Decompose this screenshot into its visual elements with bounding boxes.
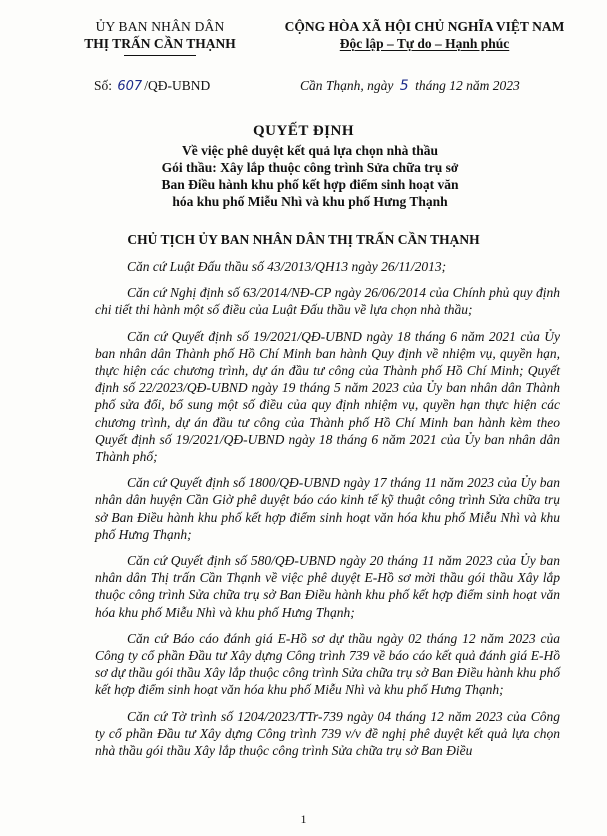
subject-line-2: Gói thầu: Xây lắp thuộc công trình Sửa chữa trụ sở Ban Điều hành khu phố kết hợp điểm sinh hoạt văn hóa khu phố Miễu Nhì và khu phố Hưng Thạnh [161, 160, 459, 209]
national-motto-block [252, 18, 597, 52]
legal-basis-paragraph: Căn cứ Báo cáo đánh giá E-Hồ sơ dự thầu ngày 02 tháng 12 năm 2023 của Công ty cổ phần Đầu tư Xây dựng Công trình 739 về báo cáo kết quả đánh giá E-Hồ sơ dự thầu gói thầu Xây lắp thuộc công trình Sửa chữa trụ sở Ban Điều hành khu phố kết hợp điểm sinh hoạt văn hóa khu phố Miễu Nhì và khu phố Hưng Thạnh; [95, 630, 560, 698]
legal-basis-paragraph: Căn cứ Tờ trình số 1204/2023/TTr-739 ngày 04 tháng 12 năm 2023 của Công ty cổ phần Đầu tư Xây dựng Công trình 739 v/v đề nghị phê duyệt kết quả lựa chọn nhà thầu gói thầu Xây lắp thuộc công trình Sửa chữa trụ sở Ban Điều [95, 708, 560, 759]
document-number-prefix: Số: [94, 78, 113, 93]
legal-basis-paragraph: Căn cứ Quyết định số 580/QĐ-UBND ngày 20 tháng 11 năm 2023 của Ủy ban nhân dân Thị trấn Cần Thạnh về việc phê duyệt E-Hồ sơ mời thầu gói thầu Xây lắp thuộc công trình Sửa chữa trụ sở Ban Điều hành khu phố kết hợp điểm sinh hoạt văn hóa khu phố Miễu Nhì và khu phố Hưng Thạnh; [95, 553, 560, 620]
authority-heading: CHỦ TỊCH ỦY BAN NHÂN DÂN THỊ TRẤN CẦN THẠNH [127, 232, 480, 247]
date-prefix: Cần Thạnh, ngày [300, 78, 394, 93]
issuing-authority-line1: ỦY BAN NHÂN DÂN [95, 19, 225, 34]
issuing-authority-line2: THỊ TRẤN CẦN THẠNH [84, 36, 236, 51]
subject-line-1: Về việc phê duyệt kết quả lựa chọn nhà thầu [181, 143, 438, 158]
date-day-handwritten: 5 [399, 78, 409, 94]
authority-underline [124, 55, 196, 56]
document-subject [150, 142, 470, 210]
place-date-line [300, 78, 520, 94]
document-title: QUYẾT ĐỊNH [253, 123, 354, 139]
date-suffix: tháng 12 năm 2023 [415, 78, 520, 93]
legal-basis-paragraph: Căn cứ Nghị định số 63/2014/NĐ-CP ngày 26/06/2014 của Chính phủ quy định chi tiết thi hành một số điều của Luật Đấu thầu về lựa chọn nhà thầu; [95, 285, 560, 318]
national-title: CỘNG HÒA XÃ HỘI CHỦ NGHĨA VIỆT NAM [284, 19, 565, 34]
legal-basis-paragraph: Căn cứ Quyết định số 1800/QĐ-UBND ngày 17 tháng 11 năm 2023 của Ủy ban nhân dân huyện Cần Giờ phê duyệt báo cáo kinh tế kỹ thuật công trình Sửa chữa trụ sở Ban Điều hành khu phố kết hợp điểm sinh hoạt văn hóa khu phố Miễu Nhì và khu phố Hưng Thạnh; [95, 475, 560, 542]
national-motto: Độc lập – Tự do – Hạnh phúc [339, 36, 510, 51]
document-number-suffix: /QĐ-UBND [144, 78, 211, 93]
document-number [94, 78, 210, 94]
document-body [95, 258, 560, 768]
page-number: 1 [300, 812, 307, 826]
legal-basis-paragraph: Căn cứ Quyết định số 19/2021/QĐ-UBND ngày 18 tháng 6 năm 2021 của Ủy ban nhân dân Thành phố Hồ Chí Minh ban hành Quy định về nhiệm vụ, quyền hạn, thực hiện các chương trình, dự án đầu tư công của Thành phố Hồ Chí Minh; Quyết định số 22/2023/QĐ-UBND ngày 19 tháng 5 năm 2023 của Ủy ban nhân dân Thành phố sửa đổi, bổ sung một số điều của quy định nhiệm vụ, quyền hạn thực hiện các chương trình, dự án đầu tư công của Thành phố Hồ Chí Minh ban hành kèm theo Quyết định số 19/2021/QĐ-UBND ngày 18 tháng 6 năm 2021 của Ủy ban nhân dân Thành phố; [95, 328, 560, 465]
legal-basis-paragraph: Căn cứ Luật Đấu thầu số 43/2013/QH13 ngày 26/11/2013; [127, 259, 447, 274]
document-number-handwritten: 607 [117, 79, 143, 94]
issuing-authority-block [60, 18, 260, 56]
